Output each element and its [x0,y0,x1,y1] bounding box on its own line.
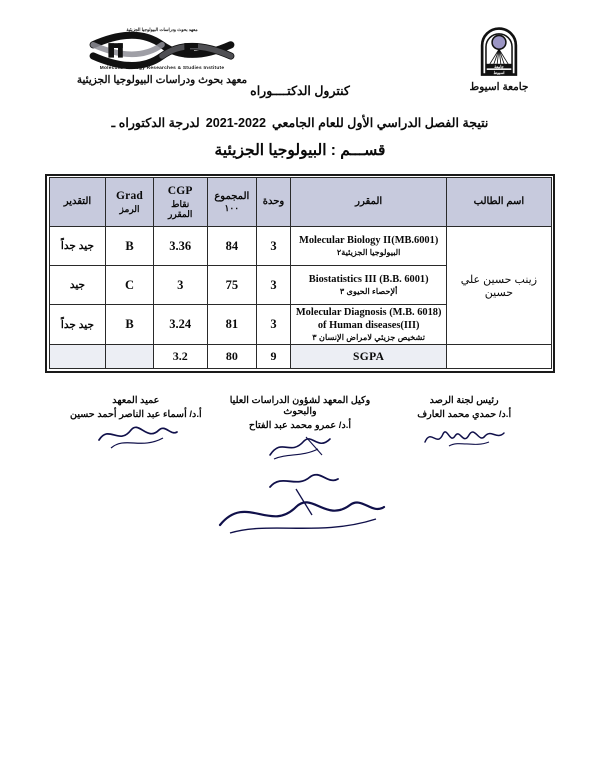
sgpa-units-cell: 9 [256,345,290,369]
institute-name: معهد بحوث ودراسات البيولوجيا الجزيئية [76,74,248,86]
header-label-total-max: ١٠٠ [224,202,240,213]
signature-name: أ.د/ عمرو محمد عبد الفتاح [248,419,352,431]
header-label-cgp-ar2: المقرر [168,208,193,219]
column-header-total [207,178,256,227]
signature-role: وكيل المعهد لشؤون الدراسات العليا والبحوث [229,394,371,417]
dean-secondary-signature [190,471,410,546]
institute-block [42,24,282,86]
control-title: كنترول الدكتــــوراه [250,84,350,98]
course-name-en: (M.B. 6018) Molecular Diagnosis of Human diseases(III) [295,307,442,331]
header-label-grad-ar: الرمز [119,203,140,214]
taqdir-cell: جيد [49,266,106,305]
course-name-en: (B.B. 6001) Biostatistics III [308,273,429,285]
taqdir-cell: جيد جداً [49,227,106,266]
signature-name: أ.د/ أسماء عبد الناصر أحمد حسين [70,408,202,420]
cgp-cell: 3.24 [153,305,207,345]
table-row [49,227,551,266]
sgpa-cgp-cell: 3.2 [153,345,207,369]
header-label-cgp-ar1: نقاط [171,198,190,209]
grad-cell: B [106,227,153,266]
signature-role: رئيس لجنة الرصد [429,394,499,406]
course-cell [291,305,447,345]
cgp-cell: 3.36 [153,227,207,266]
course-cell [291,266,447,305]
header-label-student-name: اسم الطالب [473,196,525,208]
svg-text:Molecular Biology Researches &: Molecular Biology Researches & Studies Institute [99,65,225,71]
handwritten-signature-icon [55,422,217,456]
sgpa-label-cell: SGPA [291,345,447,369]
handwritten-signature-large-icon [200,471,400,541]
course-name-en: (MB.6001)Molecular Biology II [299,234,439,246]
summary-row [49,345,551,369]
result-title-suffix: لدرجة الدكتوراه ـ [111,116,200,130]
signature-role: عميد المعهد [112,394,160,406]
course-cell [291,227,447,266]
table-body [49,227,551,369]
signature-section [55,395,545,467]
column-header-cgp [153,178,207,227]
svg-text:اسيوط: اسيوط [493,70,505,75]
grad-cell: C [106,266,153,305]
header-label-cgp-en: CGP [167,185,193,198]
handwritten-signature-icon [219,433,381,467]
taqdir-cell: جيد جداً [49,305,106,345]
course-name-ar: البيولوجيا الجزيئية٢ [336,248,401,258]
units-cell: 3 [256,227,290,266]
svg-text:جامعة: جامعة [494,64,504,69]
course-name-ar: ألإحصاء الحيوى ٣ [339,287,398,297]
summary-name-blank [447,345,551,369]
student-name-cell: زينب حسين علي حسين [447,227,551,345]
sgpa-taqdir-cell [49,345,106,369]
signature-block-recording-committee-head [383,395,545,467]
column-header-taqdir [49,178,106,227]
header-label-grad-en: Grad [116,190,144,203]
column-header-student-name [447,178,551,227]
units-cell: 3 [256,305,290,345]
assiut-university-logo-icon [476,22,522,78]
course-name-ar: تشخيص جزيئي لامراض الإنسان ٣ [312,332,426,342]
signature-block-vice-dean [219,395,381,467]
total-cell: 75 [207,266,256,305]
units-cell: 3 [256,266,290,305]
total-cell: 84 [207,227,256,266]
cgp-cell: 3 [153,266,207,305]
signature-name: أ.د/ حمدي محمد العارف [417,408,512,420]
total-cell: 81 [207,305,256,345]
signature-block-dean [55,395,217,467]
grad-cell: B [106,305,153,345]
department-title: قســـم : البيولوجيا الجزيئية [214,141,386,159]
results-table-container [45,174,555,373]
university-name: جامعة اسيوط [469,81,529,93]
column-header-units [256,178,290,227]
header-label-units: وحدة [262,196,285,208]
result-title-prefix: نتيجة الفصل الدراسي الأول للعام الجامعي [271,116,489,130]
results-table [49,177,552,369]
table-header-row [49,178,551,227]
sgpa-total-cell: 80 [207,345,256,369]
document-header [0,0,600,110]
handwritten-signature-icon [383,422,545,456]
sgpa-grad-cell [106,345,153,369]
header-label-taqdir: التقدير [63,196,92,208]
header-label-total: المجموع [214,191,250,203]
academic-year: 2021-2022 [205,116,266,130]
dna-institute-logo-icon [82,24,242,72]
logo-arabic-microtext: معهد بحوث ودراسات البيولوجيا الجزيئية [126,27,198,33]
result-main-title [0,116,600,132]
column-header-course [291,178,447,227]
column-header-grad [106,178,153,227]
header-label-course: المقرر [355,196,383,208]
